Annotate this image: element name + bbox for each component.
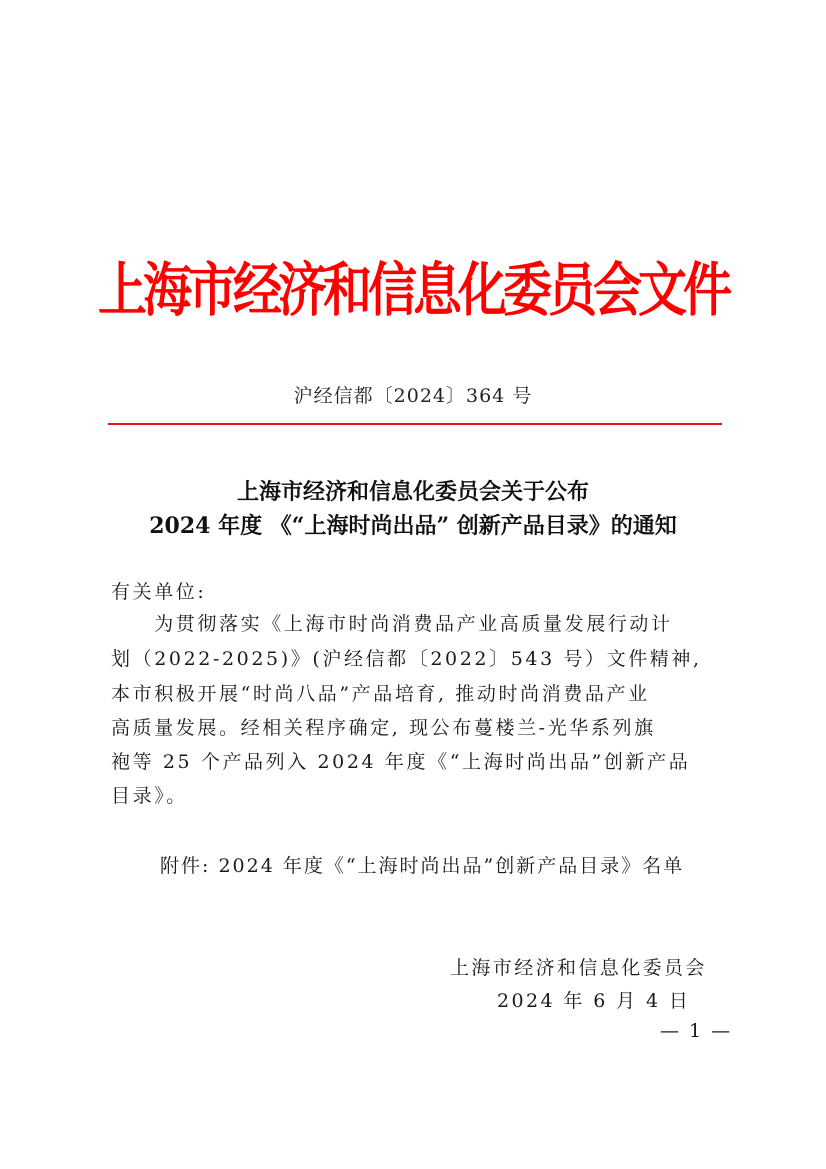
masthead-title: 上海市经济和信息化委员会文件 [97, 255, 728, 324]
body-line: 袍等 25 个产品列入 2024 年度《“上海时尚出品”创新产品 [111, 751, 691, 773]
body-line: 本市积极开展“时尚八品”产品培育, 推动时尚消费品产业 [111, 683, 650, 705]
red-divider-rule [108, 423, 722, 425]
salutation: 有关单位: [111, 581, 207, 603]
issue-date: 2024 年 6 月 4 日 [497, 990, 691, 1012]
body-line: 划（2022-2025)》(沪经信都〔2022〕543 号）文件精神, [111, 648, 702, 670]
issuing-authority: 上海市经济和信息化委员会 [450, 957, 707, 979]
body-line: 为贯彻落实《上海市时尚消费品产业高质量发展行动计 [111, 613, 673, 635]
body-line: 目录》。 [111, 785, 188, 807]
notice-title-line-2: 2024 年度 《“上海时尚出品” 创新产品目录》的通知 [149, 513, 677, 539]
notice-title-line-1: 上海市经济和信息化委员会关于公布 [236, 479, 589, 505]
page-number: — 1 — [660, 1020, 733, 1042]
body-line: 高质量发展。经相关程序确定, 现公布蔓楼兰-光华系列旗 [111, 717, 656, 739]
document-number: 沪经信都〔2024〕364 号 [293, 385, 533, 407]
attachment-note: 附件: 2024 年度《“上海时尚出品”创新产品目录》名单 [160, 855, 685, 877]
